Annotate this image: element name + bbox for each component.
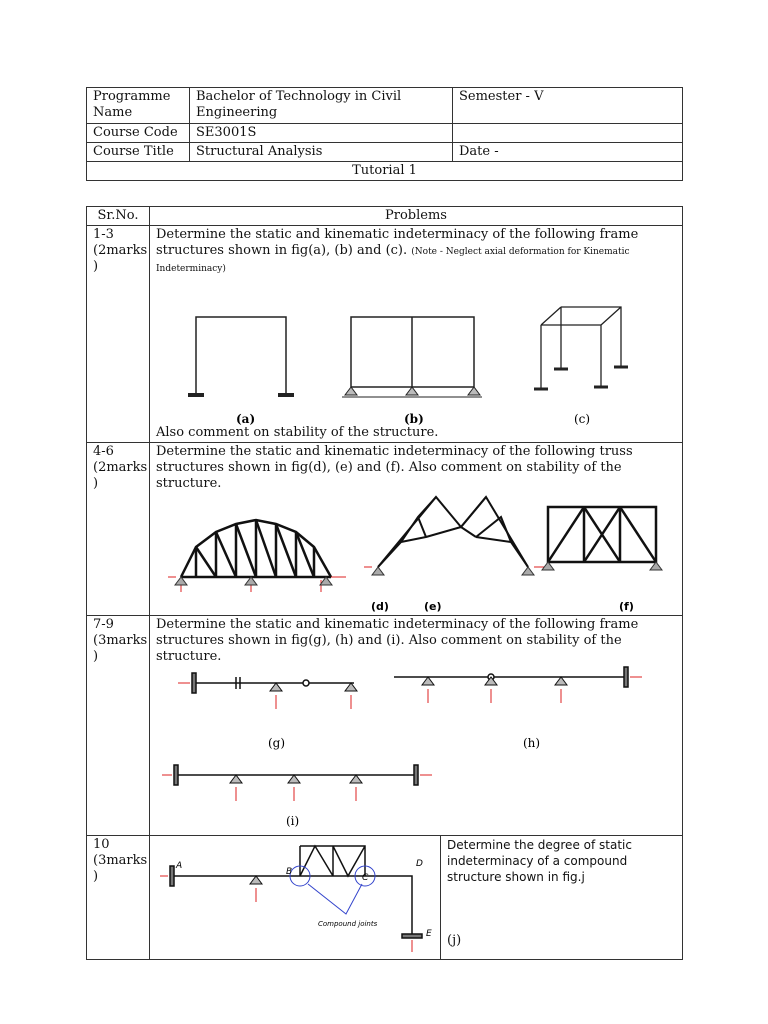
stability-note: Also comment on stability of the structure. <box>156 425 439 440</box>
table-row <box>87 836 683 960</box>
problem-cell <box>150 443 683 616</box>
table-row <box>87 616 683 836</box>
figure-b <box>342 317 482 397</box>
caption-f: (f) <box>619 600 634 613</box>
label-a: A <box>176 861 183 871</box>
frame-figures <box>156 277 676 426</box>
caption-i: (i) <box>286 814 300 828</box>
caption-d: (d) <box>371 600 389 613</box>
label-e: E <box>426 929 432 939</box>
row-srno <box>87 443 150 616</box>
problems-table <box>86 206 683 960</box>
truss-figures <box>156 492 676 614</box>
semester: Semester - V <box>453 88 683 124</box>
programme-value: Bachelor of Technology in Civil Engineering <box>190 88 453 124</box>
course-code-label: Course Code <box>87 124 190 143</box>
caption-c: (c) <box>574 412 591 426</box>
srno: 7-9 <box>93 617 114 632</box>
note: (Note - Neglect axial deformation for Kinematic Indeterminacy) <box>156 247 630 274</box>
course-title-label: Course Title <box>87 143 190 162</box>
problem-cell <box>441 836 683 960</box>
problem-text: Determine the static and kinematic indeterminacy of the following frame structures shown in fig(a), (b) and (c). (Note - Neglect axial deformation for Kinematic Indeterminacy) <box>156 227 639 274</box>
figure-j <box>170 846 422 938</box>
col-problems: Problems <box>150 207 683 226</box>
row-srno <box>87 616 150 836</box>
row-srno <box>87 226 150 443</box>
figure-c <box>534 307 628 389</box>
figure-a <box>188 317 294 395</box>
compound-figure <box>150 836 440 956</box>
label-c: C <box>362 873 369 883</box>
problem-text: Determine the static and kinematic indeterminacy of the following frame structures shown in fig(g), (h) and (i). Also comment on stability of the structure. <box>156 617 639 664</box>
problem-cell <box>150 226 683 443</box>
figure-e <box>378 497 528 567</box>
tutorial-title: Tutorial 1 <box>87 162 683 181</box>
marks: (3marks ) <box>93 853 148 884</box>
beam-figures <box>156 665 676 833</box>
col-srno: Sr.No. <box>87 207 150 226</box>
figure-g <box>192 673 357 693</box>
figure-d <box>181 520 331 577</box>
caption-a: (a) <box>236 412 256 426</box>
table-row <box>87 443 683 616</box>
srno: 4-6 <box>93 444 114 459</box>
course-code-value: SE3001S <box>190 124 453 143</box>
marks: (2marks ) <box>93 243 148 274</box>
marks: (2marks ) <box>93 460 148 491</box>
srno: 1-3 <box>93 227 114 242</box>
programme-label: Programme Name <box>87 88 190 124</box>
problem-cell <box>150 616 683 836</box>
srno: 10 <box>93 837 110 852</box>
figure-cell <box>150 836 441 960</box>
figure-f <box>548 507 656 562</box>
date: Date - <box>453 143 683 162</box>
caption-g: (g) <box>268 736 286 750</box>
caption-j: (j) <box>447 933 462 948</box>
table-row <box>87 226 683 443</box>
problem-text: Determine the degree of static indeterminacy of a compound structure shown in fig.j <box>447 838 632 884</box>
problem-text: Determine the static and kinematic indeterminacy of the following truss structures shown in fig(d), (e) and (f). Also comment on stability of the structure. <box>156 444 633 491</box>
caption-e: (e) <box>424 600 442 613</box>
compound-label: Compound joints <box>318 920 378 928</box>
label-b: B <box>286 867 293 877</box>
caption-b: (b) <box>404 412 424 426</box>
figure-i <box>174 765 418 785</box>
row-srno <box>87 836 150 960</box>
marks: (3marks ) <box>93 633 148 664</box>
caption-h: (h) <box>523 736 541 750</box>
label-d: D <box>416 859 423 869</box>
course-info-table <box>86 87 683 181</box>
course-title-value: Structural Analysis <box>190 143 453 162</box>
figure-h <box>394 667 628 687</box>
